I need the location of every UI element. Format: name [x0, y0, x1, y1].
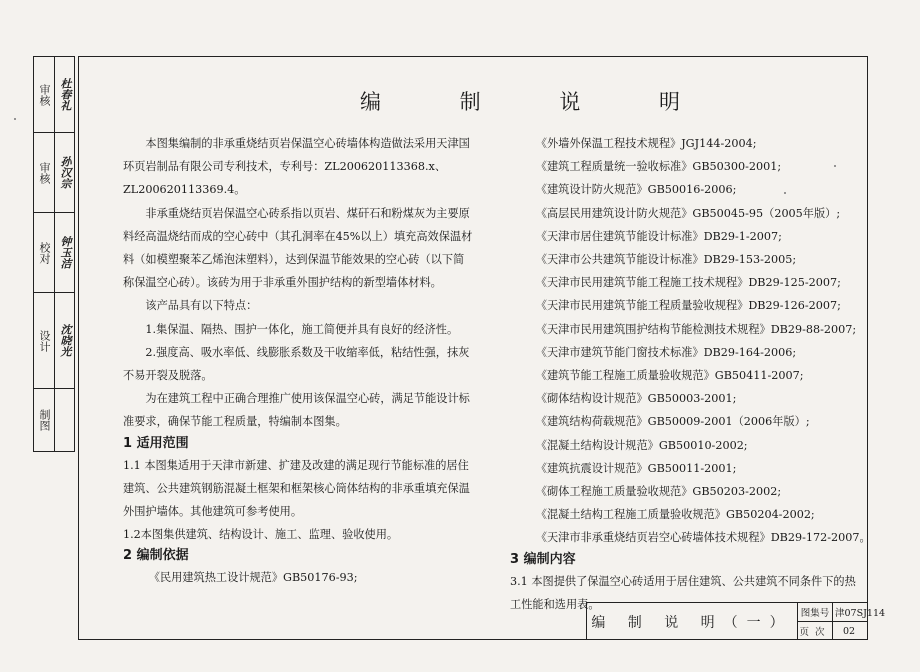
section-heading: 3 编制内容 — [510, 551, 576, 567]
handwritten-signature: 孙汉宗 — [54, 133, 75, 212]
reference-item: 《建筑节能工程施工质量验收规范》GB50411-2007; — [535, 369, 804, 383]
reference-item: 《建筑工程质量统一验收标准》GB50300-2001; — [535, 160, 782, 174]
reference-item: 《砌体结构设计规范》GB50003-2001; — [535, 392, 737, 406]
title-block — [586, 602, 886, 640]
clause-1-2: 1.2本图集供建筑、结构设计、施工、监理、验收使用。 — [123, 528, 399, 542]
reference-item: 《砌体工程施工质量验收规范》GB50203-2002; — [535, 485, 782, 499]
reference-item: 《天津市民用建筑节能工程施工技术规程》DB29-125-2007; — [535, 276, 841, 290]
reference-item: 《混凝土结构工程施工质量验收规范》GB50204-2002; — [535, 508, 815, 522]
strip-cell-drafter — [34, 389, 74, 451]
reference-item: 《外墙外保温工程技术规程》JGJ144-2004; — [535, 137, 757, 150]
handwritten-signature: 沈晓光 — [54, 293, 75, 388]
scan-speck — [14, 118, 16, 120]
atlas-number-row — [798, 603, 886, 622]
page-number-label: 页次 — [798, 622, 833, 640]
strip-cell-designer — [34, 293, 74, 389]
reference-item: 《建筑抗震设计规范》GB50011-2001; — [535, 461, 737, 475]
handwritten-signature: 杜春礼 — [54, 57, 75, 132]
page-number-value: 02 — [843, 625, 856, 637]
strip-role: 审核 — [38, 83, 51, 106]
scan-speck — [834, 165, 836, 167]
atlas-number-value: 津07SJ114 — [835, 608, 886, 619]
strip-cell-reviewer — [34, 57, 74, 133]
reference-item: 《天津市建筑节能门窗技术标准》DB29-164-2006; — [535, 345, 797, 359]
feature-item: 2.强度高、吸水率低、线膨胀系数及干收缩率低，粘结性强，抹灰不易开裂及脱落。 — [123, 345, 470, 383]
intro-paragraph: 非承重烧结页岩保温空心砖系指以页岩、煤矸石和粉煤灰为主要原料经高温烧结而成的空心砖中（其孔洞率在45%以上）填充高效保温材料（如模塑聚苯乙烯泡沫塑料），达到保温节能效果的空心砖（以下简称保温空心砖）。该砖为用于非承重外围护结构的新型墙体材料。 — [123, 206, 473, 290]
handwritten-signature: 钟玉洁 — [54, 213, 75, 292]
section-heading: 2 编制依据 — [123, 548, 189, 564]
handwritten-signature — [54, 389, 75, 451]
strip-role: 设计 — [38, 329, 51, 352]
scan-speck — [784, 192, 786, 194]
feature-item: 1.集保温、隔热、围护一体化，施工简便并具有良好的经济性。 — [145, 322, 459, 336]
reference-item: 《天津市民用建筑节能工程质量验收规程》DB29-126-2007; — [535, 299, 841, 313]
signature-strip — [33, 56, 75, 452]
reference-item: 《天津市公共建筑节能设计标准》DB29-153-2005; — [535, 253, 797, 267]
atlas-number-label: 图集号 — [798, 603, 833, 621]
clause-1-1: 1.1 本图集适用于天津市新建、扩建及改建的满足现行节能标准的居住建筑、公共建筑钢筋混凝土框架和框架核心筒体结构的非承重填充保温外围护墙体。其他建筑可参考使用。 — [123, 458, 470, 519]
features-intro: 该产品具有以下特点： — [145, 299, 258, 313]
clause-3-1: 3.1 本图提供了保温空心砖适用于居住建筑、公共建筑不同条件下的热工性能和选用表。 — [510, 574, 856, 611]
left-column — [123, 132, 473, 590]
strip-cell-approver — [34, 133, 74, 213]
reference-item: 《高层民用建筑设计防火规范》GB50045-95（2005年版）; — [535, 206, 841, 220]
strip-role: 审核 — [38, 161, 51, 184]
reference-item: 《混凝土结构设计规范》GB50010-2002; — [535, 438, 748, 452]
strip-cell-checker — [34, 213, 74, 293]
title-block-title: 编 制 说 明（一） — [591, 614, 793, 631]
reference-item: 《建筑设计防火规范》GB50016-2006; — [535, 183, 737, 197]
strip-role: 校对 — [38, 241, 51, 264]
strip-role: 制图 — [38, 409, 51, 431]
reference-item: 《民用建筑热工设计规范》GB50176-93; — [148, 571, 358, 585]
section-heading: 1 适用范围 — [123, 435, 189, 451]
reference-item: 《天津市非承重烧结页岩空心砖墙体技术规程》DB29-172-2007。 — [535, 531, 871, 545]
reference-item: 《天津市居住建筑节能设计标准》DB29-1-2007; — [535, 229, 782, 243]
title-block-grid — [797, 603, 886, 640]
page-number-row — [798, 622, 867, 640]
reference-list — [510, 132, 871, 550]
page-title: 编 制 说 明 — [360, 90, 717, 114]
intro-paragraph: 本图集编制的非承重烧结页岩保温空心砖墙体构造做法采用天津国环页岩制品有限公司专利技术，专利号：ZL200620113368.x、ZL200620113369.4。 — [123, 137, 470, 197]
reference-item: 《天津市民用建筑围护结构节能检测技术规程》DB29-88-2007; — [535, 322, 857, 336]
reference-item: 《建筑结构荷载规范》GB50009-2001（2006年版）; — [535, 415, 810, 429]
purpose-paragraph: 为在建筑工程中正确合理推广使用该保温空心砖，满足节能设计标准要求，确保节能工程质量，特编制本图集。 — [123, 392, 470, 429]
